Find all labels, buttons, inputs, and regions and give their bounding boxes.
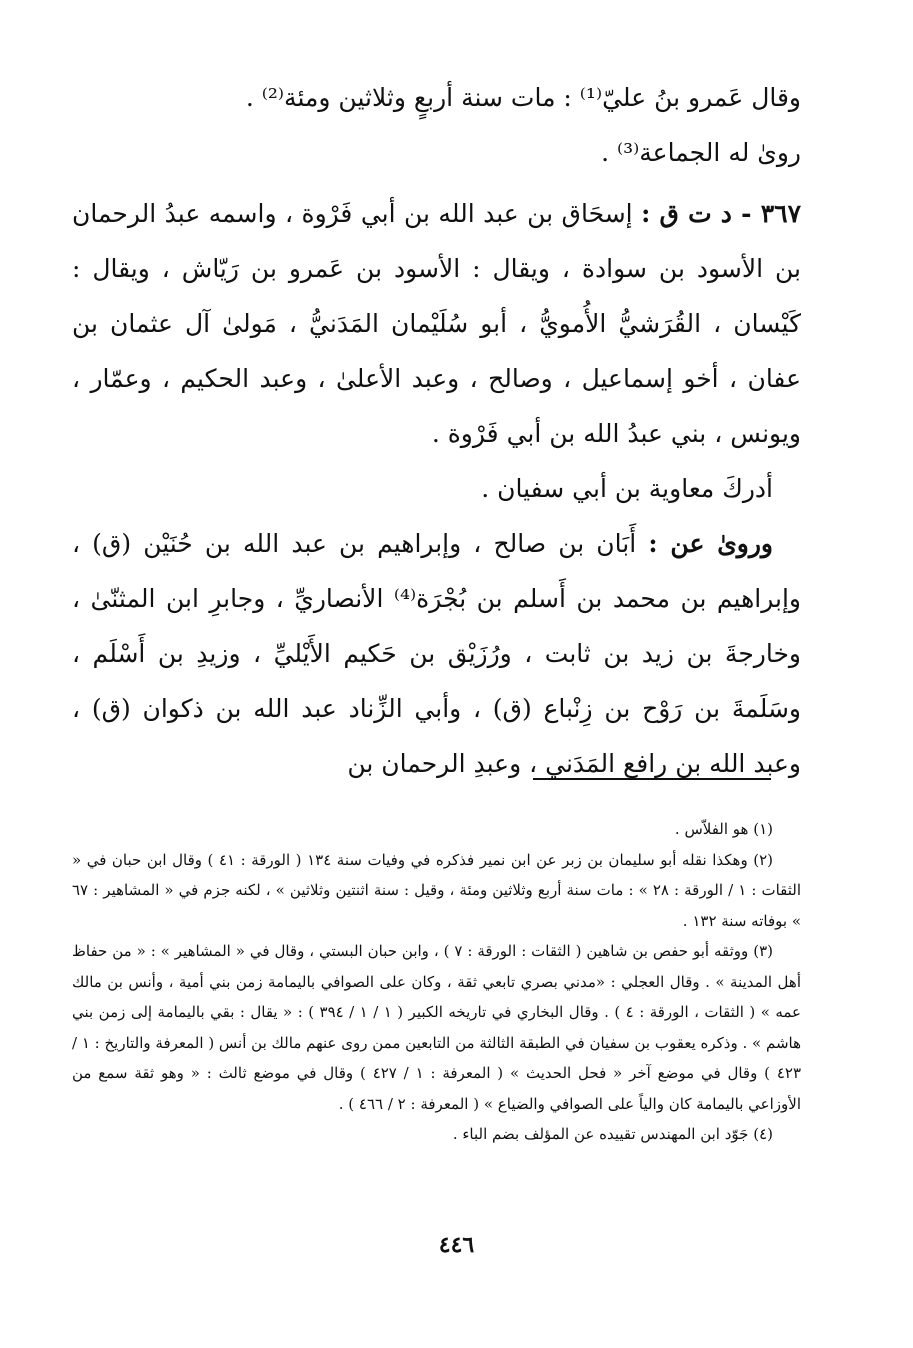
paragraph-biography-entry — [72, 186, 801, 461]
paragraph-narrated-from — [72, 516, 801, 791]
paragraph-death-year: وقال عَمرو بنُ عليّ⁽¹⁾ : مات سنة أربعٍ وثلاثين ومئة⁽²⁾ . — [245, 83, 801, 112]
footnote-2: (٢) وهكذا نقله أبو سليمان بن زبر عن ابن نمير فذكره في وفيات سنة ١٣٤ ( الورقة : ٤١ ) وقال ابن حبان في « الثقات : ١ / الورقة : ٢٨ » : مات سنة أربع وثلاثين ومئة ، وقيل : سنة اثنتين وثلاثين » ، لكنه جزم في « المشاهير : ٦٧ » بوفاته سنة ١٣٢ . — [72, 850, 801, 930]
narrated-from-text: أَبَان بن صالح ، وإبراهيم بن عبد الله بن حُنَيْن (ق) ، وإبراهيم بن محمد بن أَسلم بن بُجْرَة⁽⁴⁾ الأنصاريِّ ، وجابرِ ابن المثنّىٰ ، وخارجةَ بن زيد بن ثابت ، ورُزَيْق بن حَكيم الأَيْليِّ ، وزيدِ بن أَسْلَم ، وسَلَمةَ بن رَوْح بن زِنْباع (ق) ، وأبي الزِّناد عبد الله بن ذكوان (ق) ، وعبد الله بن رافع المَدَني ، وعبدِ الرحمان بن — [72, 529, 801, 778]
footnote-4: (٤) جَوّد ابن المهندس تقييده عن المؤلف بضم الباء . — [452, 1125, 773, 1143]
footnote-divider — [533, 778, 771, 780]
page-number: ٤٤٦ — [438, 1232, 475, 1258]
entry-text: إسحَاق بن عبد الله بن أبي فَرْوة ، واسمه عبدُ الرحمان بن الأسود بن سوادة ، ويقال : الأسود بن عَمرو بن رَيّاش ، ويقال : كَيْسان ، القُرَشيُّ الأُمويُّ ، أبو سُلَيْمان المَدَنيُّ ، مَولىٰ آل عثمان بن عفان ، أخو إسماعيل ، وصالح ، وعبد الأعلىٰ ، وعبد الحكيم ، وعمّار ، ويونس ، بني عبدُ الله بن أبي فَرْوة . — [72, 199, 801, 448]
footnote-3: (٣) ووثقه أبو حفص بن شاهين ( الثقات : الورقة : ٧ ) ، وابن حبان البستي ، وقال في « المشاهير » : « من حفاظ أهل المدينة » . وقال العجلي : «مدني بصري تابعي ثقة ، وكان على الصوافي باليمامة زمن بني أمية ، وأنس بن مالك عمه » ( الثقات ، الورقة : ٤ ) . وقال البخاري في تاريخه الكبير ( ١ / ١ / ٣٩٤ ) : « يقال : بقي باليمامة إلى زمن بني هاشم » . وذكره يعقوب بن سفيان في الطبقة الثالثة من التابعين ممن روى عنهم مالك بن أنس ( المعرفة والتاريخ : ١ / ٤٢٣ ) وقال في موضع آخر « فحل الحديث » ( المعرفة : ١ / ٤٢٧ ) وقال في موضع ثالث : « وهو ثقة سمع من الأوزاعي باليمامة كان والياً على الصوافي والضياع » ( المعرفة : ٢ / ٤٦٦ ) . — [71, 942, 802, 1113]
paragraph-narrated-by: روىٰ له الجماعة⁽³⁾ . — [601, 138, 801, 167]
paragraph-met: أدركَ معاوية بن أبي سفيان . — [481, 474, 773, 503]
main-text — [72, 70, 801, 791]
footnote-1: (١) هو الفلاّس . — [674, 820, 773, 838]
narrated-from-label: وروىٰ عن : — [648, 529, 774, 558]
entry-number-label: ٣٦٧ - د ت ق : — [641, 199, 802, 228]
footnotes — [72, 814, 801, 1150]
